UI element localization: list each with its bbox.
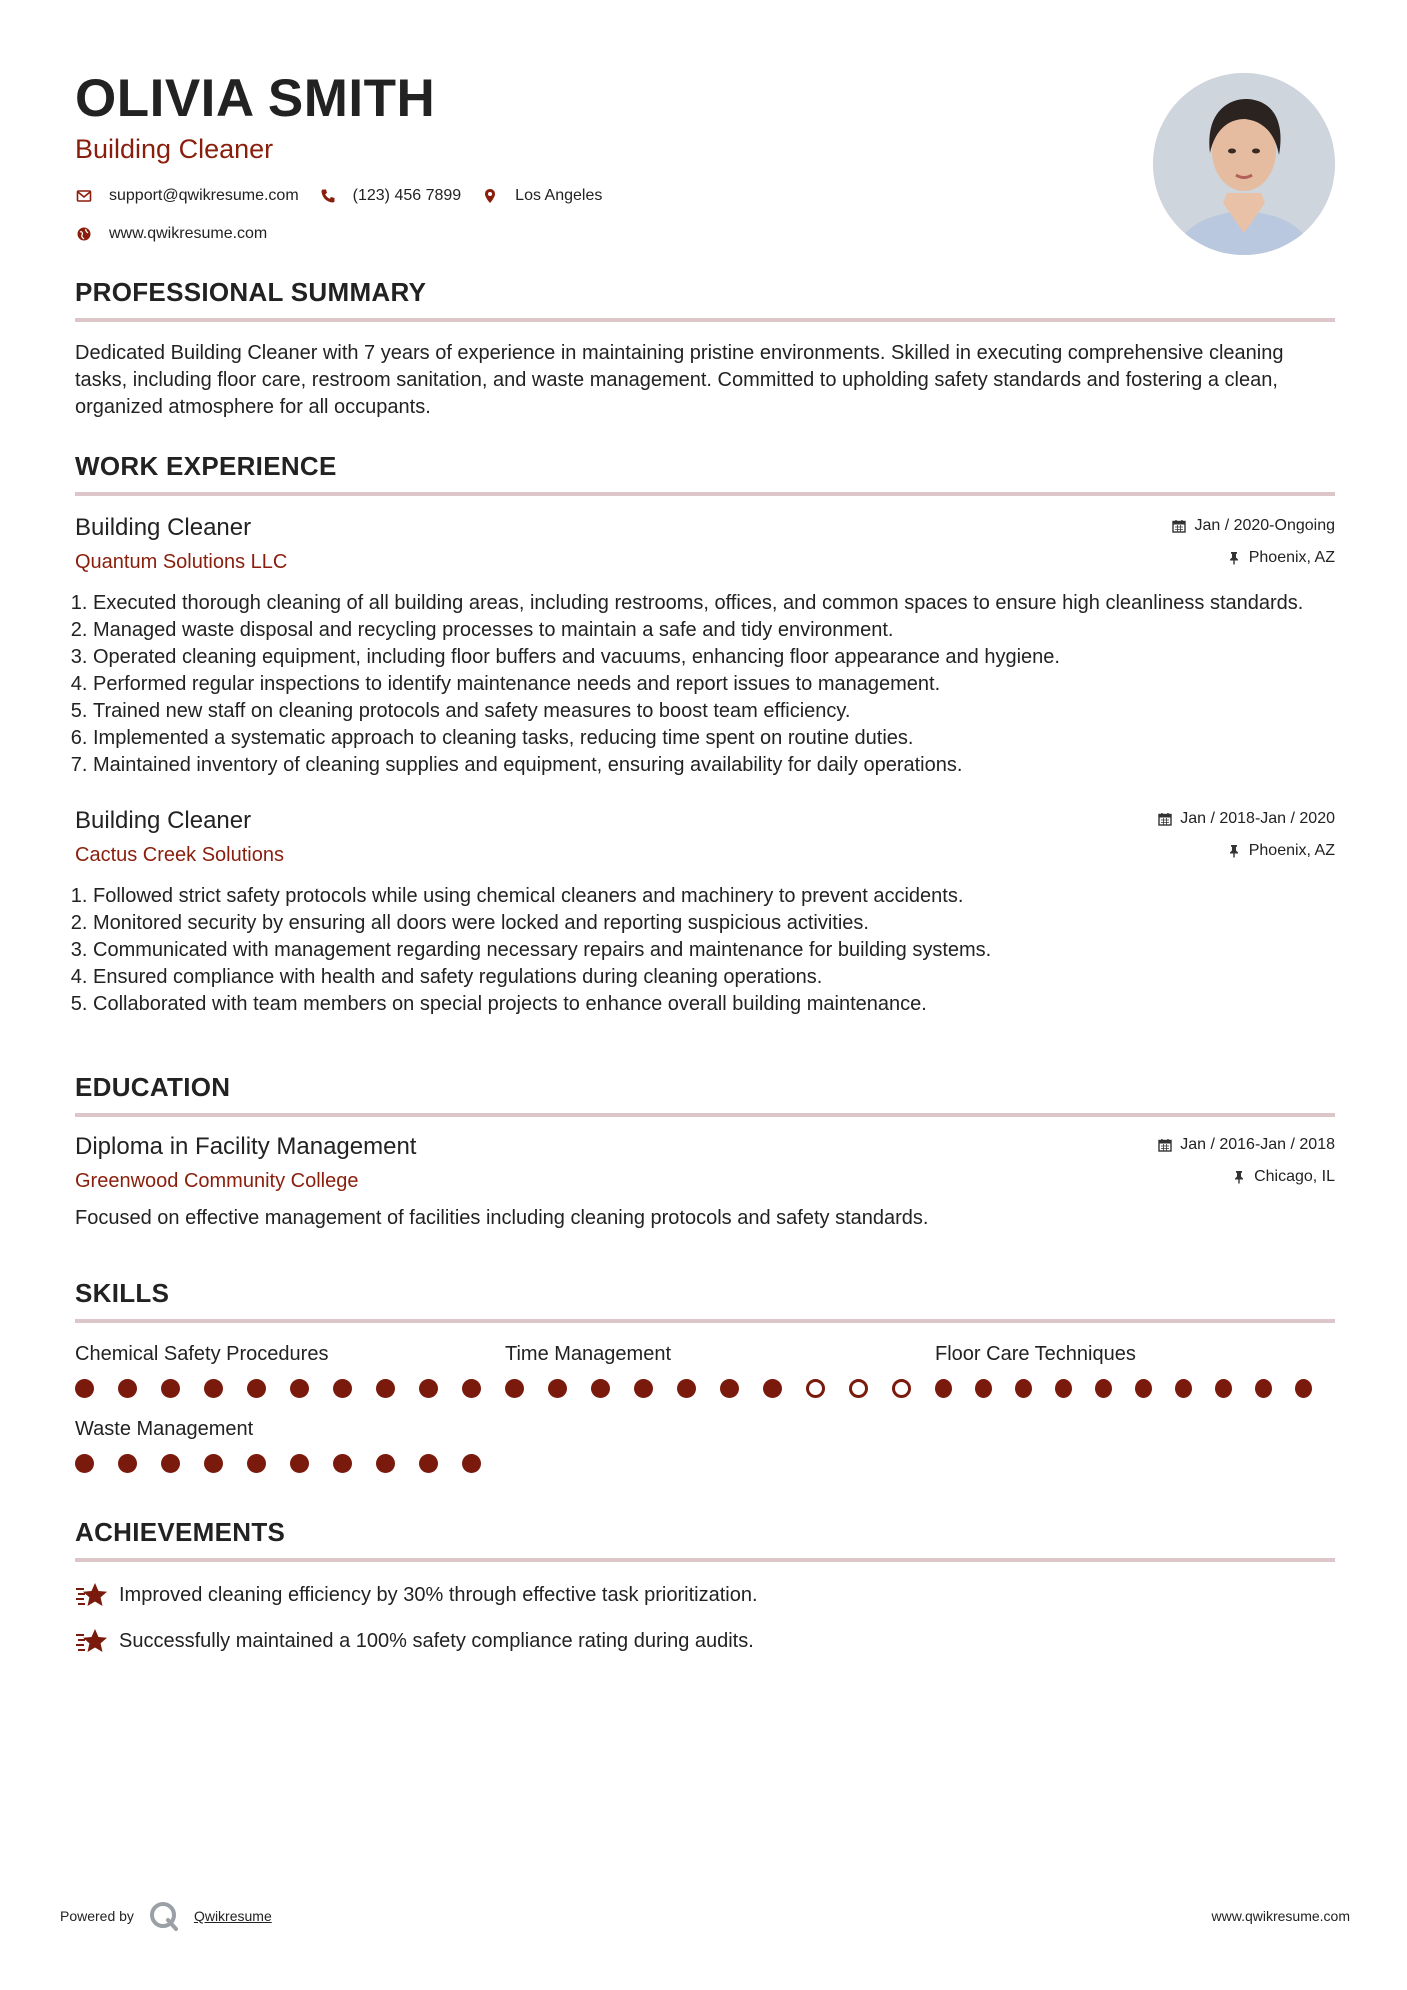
list-item: 4. Performed regular inspections to identify maintenance needs and report issues to management. (93, 671, 1335, 698)
rating-dot-empty (892, 1379, 911, 1398)
skill-item (75, 1416, 505, 1473)
brand-link[interactable]: Qwikresume (193, 1908, 272, 1924)
school-name: Greenwood Community College (75, 1170, 359, 1193)
rating-dot-filled (247, 1379, 266, 1398)
list-item: 3. Communicated with management regarding necessary repairs and maintenance for building systems. (93, 937, 1335, 964)
powered-by-label: Powered by (60, 1908, 134, 1924)
list-item: 7. Maintained inventory of cleaning supplies and equipment, ensuring availability for daily operations. (93, 752, 1335, 779)
skill-rating (935, 1379, 1335, 1398)
rating-dot-filled (161, 1379, 180, 1398)
summary-section (75, 277, 1335, 421)
skill-name: Time Management (505, 1343, 671, 1366)
calendar-icon (1158, 1138, 1172, 1152)
location-pin-icon (481, 187, 499, 205)
calendar-icon (1158, 812, 1172, 826)
rating-dot-filled (462, 1454, 481, 1473)
rating-dot-filled (1295, 1379, 1312, 1398)
achievement-text: Improved cleaning efficiency by 30% through effective task prioritization. (119, 1583, 758, 1606)
email-icon (75, 187, 93, 205)
achievement-text: Successfully maintained a 100% safety compliance rating during audits. (119, 1629, 754, 1652)
education-dates (1158, 1131, 1335, 1159)
education-location (1158, 1163, 1335, 1191)
skill-rating (75, 1454, 505, 1473)
section-title: SKILLS (75, 1278, 1335, 1323)
education-dates-text: Jan / 2016-Jan / 2018 (1180, 1136, 1335, 1154)
rating-dot-filled (376, 1379, 395, 1398)
rating-dot-filled (118, 1454, 137, 1473)
skills-grid (75, 1341, 1335, 1473)
rating-dot-filled (548, 1379, 567, 1398)
rating-dot-filled (376, 1454, 395, 1473)
contact-website[interactable] (75, 225, 267, 243)
location-text: Los Angeles (515, 187, 603, 205)
pushpin-icon (1227, 551, 1241, 565)
skill-name: Chemical Safety Procedures (75, 1343, 329, 1366)
rating-dot-filled (419, 1379, 438, 1398)
achievements-list (75, 1580, 1335, 1656)
job-location-text: Phoenix, AZ (1248, 842, 1335, 860)
list-item: 1. Executed thorough cleaning of all building areas, including restrooms, offices, and common spaces to ensure high cleanliness standards. (93, 590, 1335, 617)
rating-dot-filled (75, 1454, 94, 1473)
rating-dot-filled (1095, 1379, 1112, 1398)
resume-content (75, 70, 1335, 1672)
rating-dot-filled (634, 1379, 653, 1398)
star-icon (75, 1626, 109, 1656)
job-dates-text: Jan / 2018-Jan / 2020 (1180, 810, 1335, 828)
rating-dot-empty (806, 1379, 825, 1398)
education-section (75, 1072, 1335, 1232)
website-text: www.qwikresume.com (109, 225, 268, 243)
job-location (1172, 544, 1335, 572)
pushpin-icon (1232, 1170, 1246, 1184)
skill-rating (505, 1379, 935, 1398)
rating-dot-filled (975, 1379, 992, 1398)
rating-dot-filled (720, 1379, 739, 1398)
rating-dot-filled (118, 1379, 137, 1398)
job-bullets (75, 590, 1335, 779)
rating-dot-filled (935, 1379, 952, 1398)
skill-name: Waste Management (75, 1418, 254, 1441)
rating-dot-filled (1255, 1379, 1272, 1398)
skill-item (505, 1341, 935, 1398)
phone-text: (123) 456 7899 (352, 187, 462, 205)
contact-phone[interactable] (319, 187, 462, 205)
rating-dot-filled (462, 1379, 481, 1398)
footer-website[interactable]: www.qwikresume.com (1211, 1908, 1350, 1924)
list-item: 5. Trained new staff on cleaning protocols and safety measures to boost team efficiency. (93, 698, 1335, 725)
skill-rating (75, 1379, 505, 1398)
rating-dot-filled (161, 1454, 180, 1473)
job-company: Cactus Creek Solutions (75, 844, 284, 867)
job-title: Building Cleaner (75, 807, 252, 835)
achievements-section (75, 1517, 1335, 1656)
rating-dot-filled (419, 1454, 438, 1473)
job-location-text: Phoenix, AZ (1248, 549, 1335, 567)
job-entry (75, 805, 1335, 1018)
contact-row-primary (75, 187, 1335, 205)
rating-dot-filled (505, 1379, 524, 1398)
job-location (1158, 837, 1335, 865)
rating-dot-empty (849, 1379, 868, 1398)
page-footer (60, 1900, 1350, 1932)
degree-title: Diploma in Facility Management (75, 1133, 417, 1161)
rating-dot-filled (204, 1454, 223, 1473)
globe-icon (75, 225, 93, 243)
list-item: 3. Operated cleaning equipment, including floor buffers and vacuums, enhancing floor appearance and hygiene. (93, 644, 1335, 671)
candidate-role: Building Cleaner (75, 134, 274, 165)
summary-text: Dedicated Building Cleaner with 7 years of experience in maintaining pristine environments. Skilled in executing comprehensive cleaning tasks, including floor care, restroom sanitation, and waste management. Committed to upholding safety standards and fostering a clean, organized atmosphere for all occupants. (75, 342, 1284, 419)
candidate-name: OLIVIA SMITH (75, 69, 436, 128)
section-title: WORK EXPERIENCE (75, 451, 1335, 496)
skills-section (75, 1278, 1335, 1473)
rating-dot-filled (75, 1379, 94, 1398)
achievement-item (75, 1580, 1335, 1610)
education-description: Focused on effective management of facilities including cleaning protocols and safety standards. (75, 1207, 929, 1230)
rating-dot-filled (247, 1454, 266, 1473)
skill-item (935, 1341, 1335, 1398)
list-item: 5. Collaborated with team members on special projects to enhance overall building maintenance. (93, 991, 1335, 1018)
experience-section (75, 451, 1335, 1018)
job-dates-text: Jan / 2020-Ongoing (1194, 517, 1335, 535)
pushpin-icon (1227, 844, 1241, 858)
rating-dot-filled (333, 1379, 352, 1398)
section-title: PROFESSIONAL SUMMARY (75, 277, 1335, 322)
section-title: ACHIEVEMENTS (75, 1517, 1335, 1562)
education-entry (75, 1131, 1335, 1232)
rating-dot-filled (1175, 1379, 1192, 1398)
job-dates (1172, 512, 1335, 540)
rating-dot-filled (333, 1454, 352, 1473)
education-location-text: Chicago, IL (1254, 1168, 1335, 1186)
rating-dot-filled (1055, 1379, 1072, 1398)
star-icon (75, 1580, 109, 1610)
contact-location (481, 187, 602, 205)
rating-dot-filled (1015, 1379, 1032, 1398)
rating-dot-filled (1135, 1379, 1152, 1398)
job-dates (1158, 805, 1335, 833)
email-text: support@qwikresume.com (109, 187, 299, 205)
skill-name: Floor Care Techniques (935, 1343, 1136, 1366)
rating-dot-filled (1215, 1379, 1232, 1398)
rating-dot-filled (290, 1454, 309, 1473)
phone-icon (319, 187, 337, 205)
rating-dot-filled (591, 1379, 610, 1398)
calendar-icon (1172, 519, 1186, 533)
section-title: EDUCATION (75, 1072, 1335, 1117)
achievement-item (75, 1626, 1335, 1656)
contact-email[interactable] (75, 187, 299, 205)
skill-item (75, 1341, 505, 1398)
contact-row-secondary (75, 225, 1335, 243)
list-item: 1. Followed strict safety protocols while using chemical cleaners and machinery to prevent accidents. (93, 883, 1335, 910)
list-item: 4. Ensured compliance with health and safety regulations during cleaning operations. (93, 964, 1335, 991)
rating-dot-filled (290, 1379, 309, 1398)
rating-dot-filled (204, 1379, 223, 1398)
rating-dot-filled (677, 1379, 696, 1398)
list-item: 2. Managed waste disposal and recycling processes to maintain a safe and tidy environment. (93, 617, 1335, 644)
qwikresume-logo-icon (148, 1900, 180, 1932)
list-item: 6. Implemented a systematic approach to cleaning tasks, reducing time spent on routine duties. (93, 725, 1335, 752)
job-entry (75, 512, 1335, 779)
rating-dot-filled (763, 1379, 782, 1398)
job-bullets (75, 883, 1335, 1018)
job-company: Quantum Solutions LLC (75, 551, 288, 574)
job-title: Building Cleaner (75, 514, 252, 542)
list-item: 2. Monitored security by ensuring all doors were locked and reporting suspicious activities. (93, 910, 1335, 937)
